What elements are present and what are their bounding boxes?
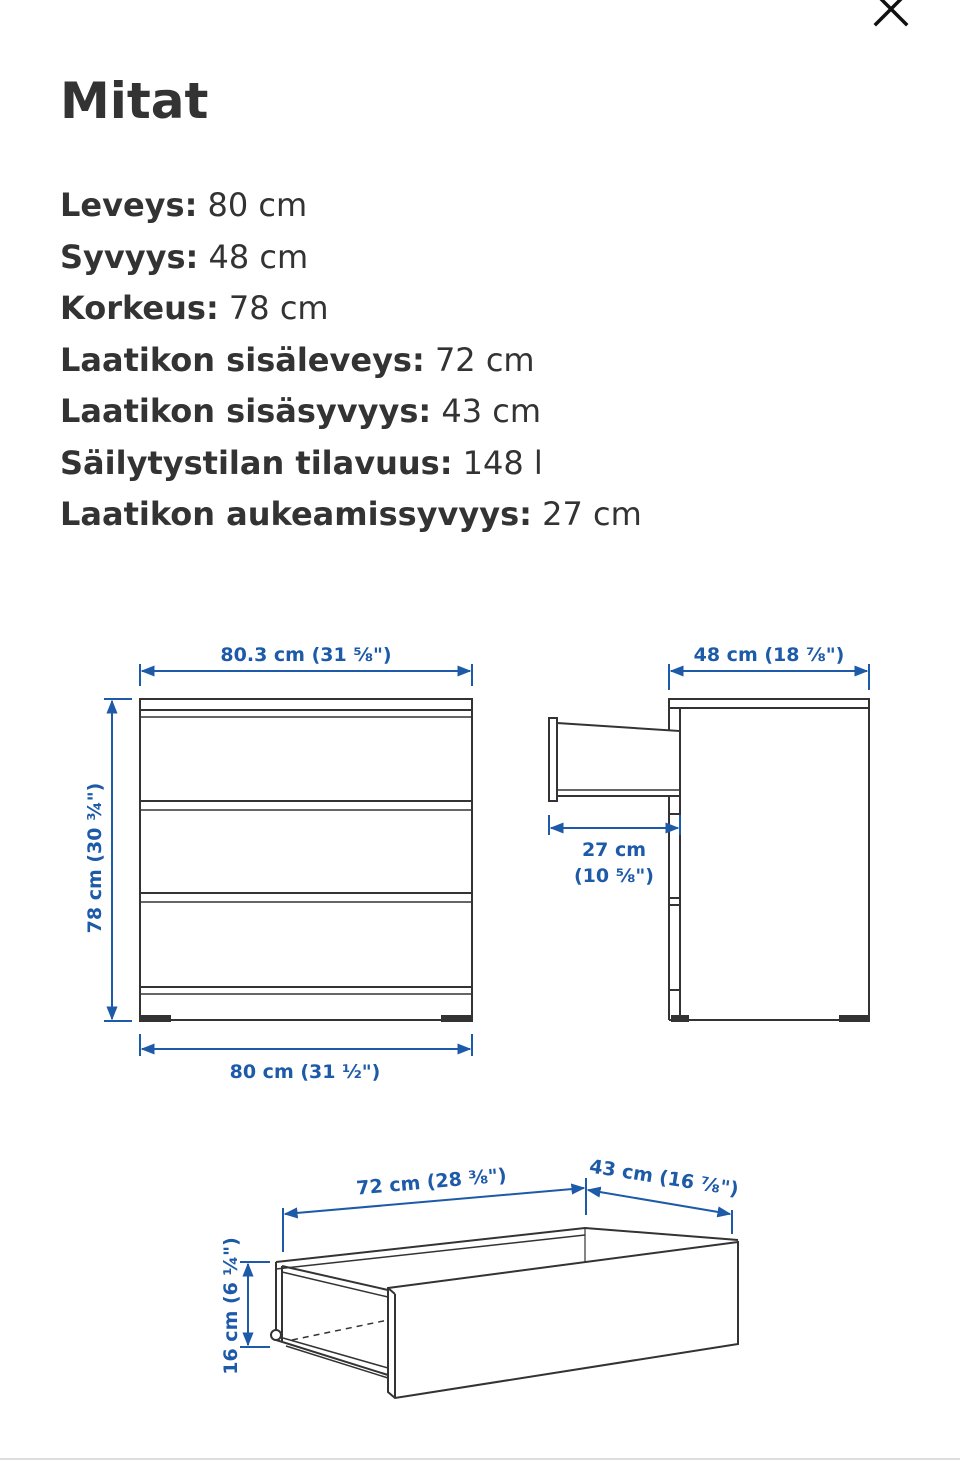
spec-row-drawer-opening-depth <box>60 489 642 541</box>
side-depth-label: 48 cm (18 ⅞") <box>693 644 845 666</box>
spec-value: 80 cm <box>207 186 308 224</box>
spec-row-storage-volume <box>60 438 642 490</box>
dimension-spec-list <box>60 180 642 541</box>
spec-value: 27 cm <box>542 495 642 533</box>
close-icon <box>868 0 914 32</box>
front-top-width-dimension <box>140 664 472 686</box>
drawer-perspective <box>271 1228 738 1398</box>
front-bottom-width-label: 80 cm (31 ½") <box>229 1061 381 1083</box>
spec-value: 148 l <box>462 443 543 482</box>
side-depth-dimension <box>669 664 869 690</box>
front-height-label: 78 cm (30 ¾") <box>84 782 106 934</box>
drawer-open-depth-label-line2: (10 ⅝") <box>574 865 654 887</box>
spec-label: Korkeus: <box>60 289 219 327</box>
bottom-divider <box>0 1458 960 1460</box>
front-bottom-width-dimension <box>140 1034 472 1056</box>
spec-row-depth <box>60 232 642 284</box>
spec-value: 72 cm <box>434 340 535 379</box>
drawer-height-label: 16 cm (6 ¼") <box>220 1237 242 1375</box>
front-top-width-label: 80.3 cm (31 ⅝") <box>220 644 392 666</box>
drawer-inner-depth-dimension <box>588 1190 732 1234</box>
drawer-inner-depth-label: 43 cm (16 ⅞") <box>587 1155 741 1201</box>
drawer-height-dimension <box>240 1262 270 1347</box>
spec-label: Laatikon aukeamissyvyys: <box>60 495 532 533</box>
spec-row-height <box>60 283 642 335</box>
spec-value: 48 cm <box>208 237 309 276</box>
spec-label: Leveys: <box>60 186 198 224</box>
spec-label: Laatikon sisäsyvyys: <box>60 392 432 430</box>
spec-row-width <box>60 180 642 232</box>
spec-row-drawer-inner-depth <box>60 386 642 438</box>
spec-value: 43 cm <box>441 392 541 430</box>
page-title: Mitat <box>60 72 209 130</box>
side-view-chest <box>669 699 869 1021</box>
spec-label: Syvyys: <box>60 237 199 276</box>
side-open-drawer <box>549 718 680 801</box>
spec-label: Laatikon sisäleveys: <box>60 340 425 379</box>
drawer-open-depth-dimension <box>549 815 680 835</box>
drawer-open-depth-label-line1: 27 cm <box>581 839 647 861</box>
front-height-dimension <box>104 699 132 1021</box>
spec-row-drawer-inner-width <box>60 335 642 387</box>
dimension-diagram <box>0 560 960 1440</box>
drawer-inner-width-label: 72 cm (28 ⅜") <box>355 1164 508 1200</box>
spec-value: 78 cm <box>228 289 329 327</box>
spec-label: Säilytystilan tilavuus: <box>60 443 453 482</box>
front-view-chest <box>140 699 472 1021</box>
close-button[interactable] <box>868 0 914 32</box>
